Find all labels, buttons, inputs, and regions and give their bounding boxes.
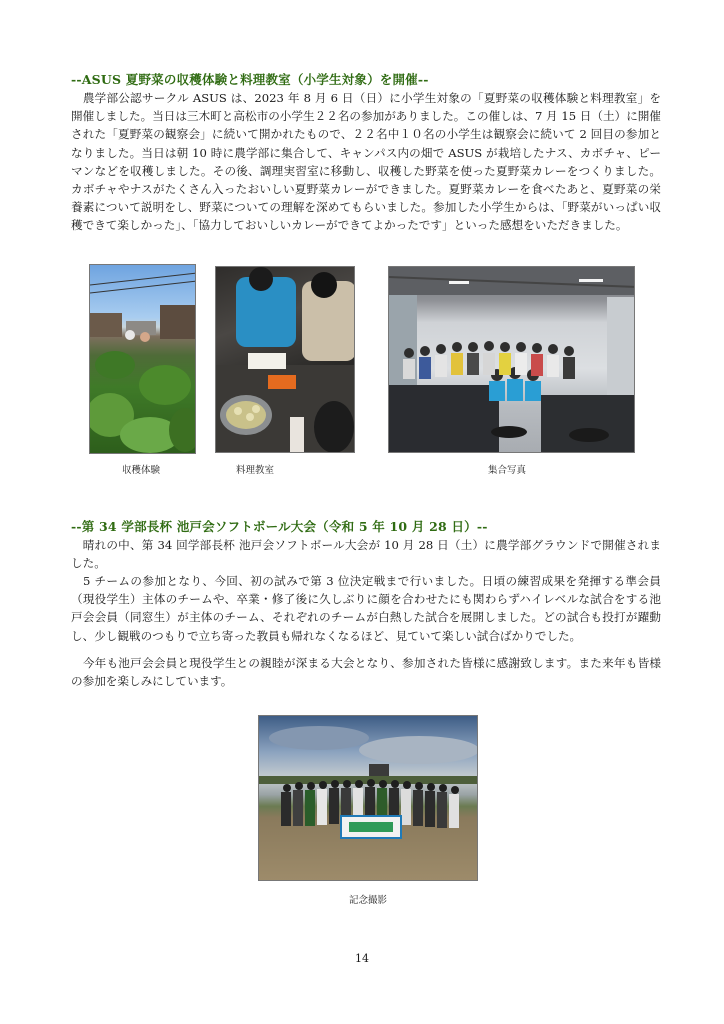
section-body-asus: 農学部公認サークル ASUS は、2023 年 8 月 6 日（日）に小学生対象の「夏野菜の収穫体験と料理教室」を開催しました。当日は三木町と高松市の小学生２２名の参加がありました。この催しは、7 月 15 日（土）に開催された「夏野菜の観察会」に続いて開かれたもので、２２名中１０名の小学生は観察会に続いて 2 回目の参加となりました。当日は朝 10 時に農学部に集合して、キャンパス内の畑で ASUS が栽培したナス、カボチャ、ピーマンなどを収穫しました。その後、調理実習室に移動し、収穫した野菜を使った夏野菜カレーをつくりました。カボチャやナスがたくさん入ったおいしい夏野菜カレーができました。夏野菜カレーを食べたあと、夏野菜の栄養素について説明をし、野菜についての理解を深めてもらいました。参加した小学生からは、「野菜がいっぱい収穫できて楽しかった」、「協力しておいしいカレーができてよかったです」といった感想をいただきました。 — [71, 91, 661, 233]
cooking-photo — [215, 266, 355, 453]
section-para-3: 今年も池戸会会員と現役学生との親睦が深まる大会となり、参加された皆様に感謝致します。また来年も皆様の参加を楽しみにしています。 — [71, 656, 661, 689]
group-photo — [388, 266, 635, 453]
section-heading-softball: --第 34 学部長杯 池戸会ソフトボール大会（令和 5 年 10 月 28 日）-- — [71, 519, 488, 534]
harvest-photo — [89, 264, 196, 454]
page-number: 14 — [355, 952, 369, 965]
commemorative-photo — [258, 715, 478, 881]
section-para-1: 晴れの中、第 34 回学部長杯 池戸会ソフトボール大会が 10 月 28 日（土）に農学部グラウンドで開催されました。 — [71, 538, 661, 571]
caption-group: 集合写真 — [487, 465, 527, 476]
caption-harvest: 収穫体験 — [121, 465, 161, 476]
section-para-2: 5 チームの参加となり、今回、初の試みで第 3 位決定戦まで行いました。日頃の練習成果を発揮する準会員（現役学生）主体のチームや、卒業・修了後に久しぶりに顔を合わせたにも関わらずハイレベルな試合をする池戸会会員（同窓生）が主体のチーム、それぞれのチームが白熱した試合を展開しました。どの試合も投打が躍動し、少し観戦のつもりで立ち寄った教員も帰れなくなるほど、見ていて楽しい試合ばかりでした。 — [71, 574, 661, 643]
caption-cooking: 料理教室 — [235, 465, 275, 476]
caption-commemorative: 記念撮影 — [348, 895, 388, 906]
section-heading-asus: --ASUS 夏野菜の収穫体験と料理教室（小学生対象）を開催-- — [71, 72, 429, 87]
